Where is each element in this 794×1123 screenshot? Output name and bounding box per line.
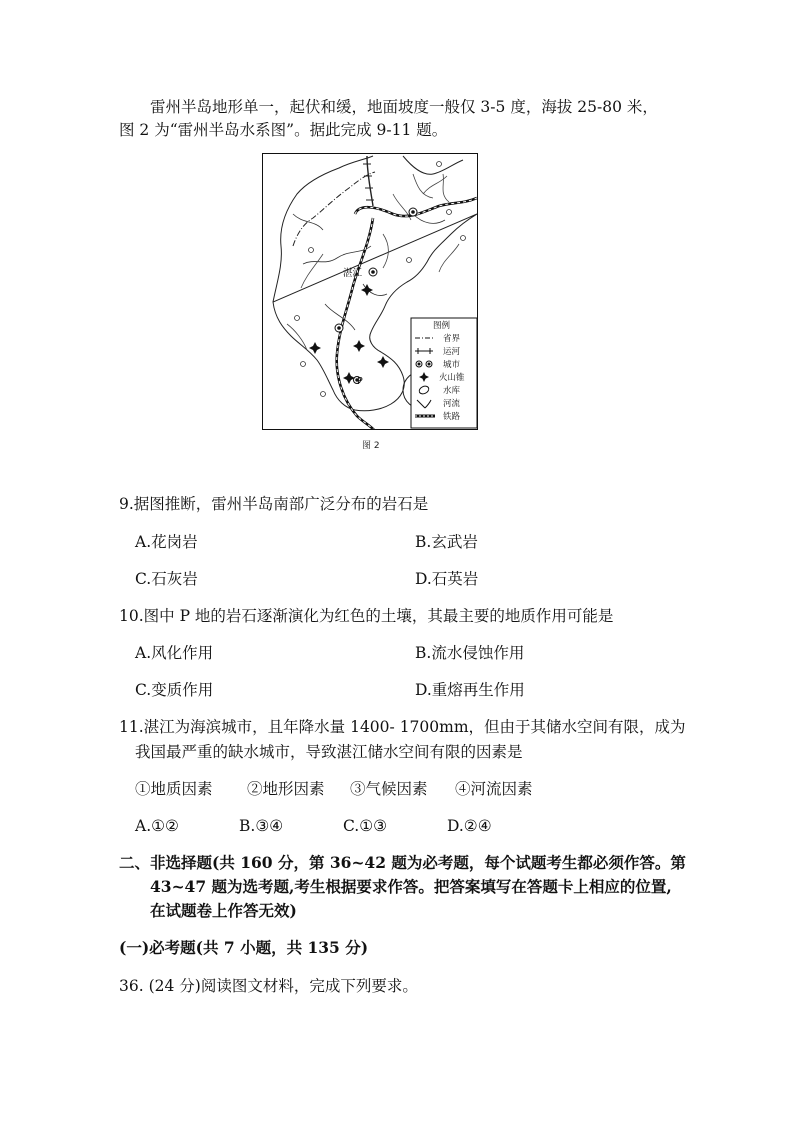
legend-label-river: 河流 — [443, 399, 461, 409]
q9-option-b: B.玄武岩 — [415, 533, 478, 551]
q10-stem: 10.图中 P 地的岩石逐渐演化为红色的土壤，其最主要的地质作用可能是 — [119, 607, 614, 625]
q11-option-c: C.①③ — [343, 817, 388, 835]
q11-factor-4: ④河流因素 — [455, 780, 533, 798]
legend-label-volcano: 火山锥 — [439, 373, 465, 383]
q9-option-d: D.石英岩 — [415, 570, 479, 588]
legend-label-railway: 铁路 — [443, 412, 461, 422]
q10-option-a: A.风化作用 — [135, 644, 214, 662]
water-system-map — [262, 153, 478, 430]
intro-line-2: 图 2 为“雷州半岛水系图”。据此完成 9-11 题。 — [119, 121, 448, 139]
q10-option-c: C.变质作用 — [135, 681, 214, 699]
q10-option-d: D.重熔再生作用 — [415, 681, 525, 699]
section2-heading-line-2: 43~47 题为选考题,考生根据要求作答。把答案填写在答题卡上相应的位置, — [150, 877, 672, 896]
subsection-heading: (一)必考题(共 7 小题，共 135 分) — [119, 938, 369, 957]
legend-title: 图例 — [433, 321, 451, 331]
section2-heading-line-1: 二、非选择题(共 160 分，第 36~42 题为必考题，每个试题考生都必须作答。第 — [119, 853, 686, 872]
intro-line-1: 雷州半岛地形单一，起伏和缓，地面坡度一般仅 3-5 度，海拔 25-80 米， — [150, 98, 658, 116]
city-label-zhanjiang: 湛江 — [343, 268, 363, 279]
map-drawing — [263, 154, 478, 430]
section2-heading-line-3: 在试题卷上作答无效) — [150, 901, 297, 920]
q11-factor-3: ③气候因素 — [350, 780, 428, 798]
q36-stem: 36. (24 分)阅读图文材料，完成下列要求。 — [119, 977, 418, 995]
q11-factor-1: ①地质因素 — [135, 780, 213, 798]
legend-label-province: 省界 — [443, 334, 461, 344]
legend — [411, 318, 477, 428]
q9-option-a: A.花岗岩 — [135, 533, 198, 551]
city-markers — [335, 208, 417, 384]
q9-stem: 9.据图推断，雷州半岛南部广泛分布的岩石是 — [119, 495, 429, 513]
point-label-p: P — [357, 376, 363, 387]
q11-option-a: A.①② — [135, 817, 179, 835]
legend-label-city: 城市 — [443, 360, 461, 370]
q10-option-b: B.流水侵蚀作用 — [415, 644, 525, 662]
q11-option-d: D.②④ — [447, 817, 492, 835]
canal-ticks — [363, 164, 374, 200]
q11-stem-line-1: 11.湛江为海滨城市，且年降水量 1400- 1700mm，但由于其储水空间有限，成为 — [119, 718, 686, 736]
legend-label-reservoir: 水库 — [443, 386, 461, 396]
figure-caption: 图 2 — [362, 441, 380, 451]
legend-label-canal: 运河 — [443, 347, 461, 357]
q11-factor-2: ②地形因素 — [247, 780, 325, 798]
q11-stem-line-2: 我国最严重的缺水城市，导致湛江储水空间有限的因素是 — [135, 743, 523, 761]
q11-option-b: B.③④ — [239, 817, 284, 835]
q9-option-c: C.石灰岩 — [135, 570, 198, 588]
